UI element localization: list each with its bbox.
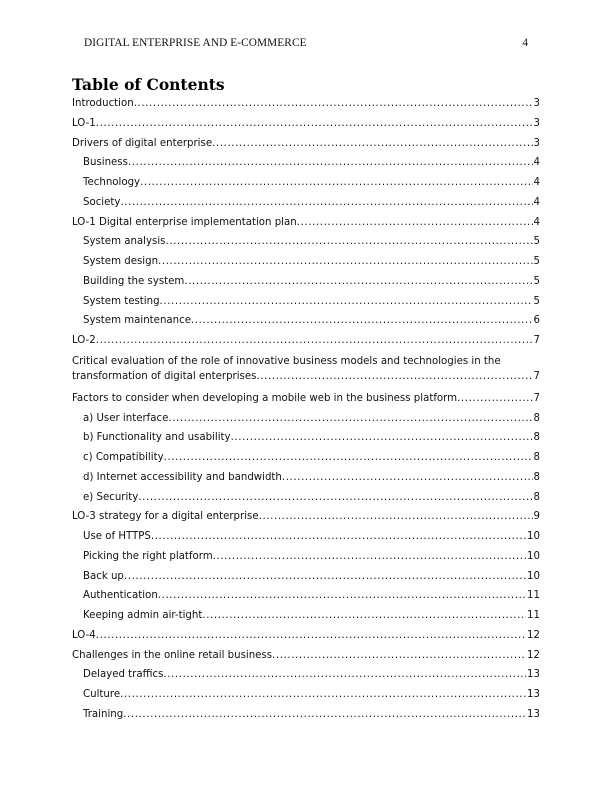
toc-entry-label: Keeping admin air-tight: [83, 610, 203, 621]
toc-entry-system-design[interactable]: [72, 252, 540, 272]
toc-entry-system-analysis[interactable]: [72, 232, 540, 252]
header-page-number: 4: [522, 37, 528, 49]
toc-entry-drivers[interactable]: [72, 134, 540, 154]
toc-entry-use-of-https[interactable]: [72, 527, 540, 547]
toc-entry-implementation-plan[interactable]: [72, 213, 540, 233]
dot-leader: [191, 311, 533, 331]
toc-entry-page: 8: [533, 471, 540, 483]
toc-entry-delayed-traffics[interactable]: [72, 665, 540, 685]
toc-entry-page: 4: [533, 157, 540, 169]
dot-leader: [151, 527, 526, 547]
toc-entry-label: Society: [83, 196, 121, 208]
toc-entry-label: Technology: [83, 177, 141, 188]
toc-entry-functionality-usability[interactable]: [72, 428, 540, 448]
dot-leader: [231, 428, 533, 448]
toc-entry-label: LO-1: [72, 117, 96, 129]
toc-entry-page: 4: [533, 177, 540, 188]
toc-entry-technology[interactable]: [72, 173, 540, 193]
toc-entry-label: Challenges in the online retail business: [72, 649, 273, 661]
dot-leader: [120, 685, 526, 705]
toc-entry-society[interactable]: [72, 193, 540, 213]
toc-entry-page: 5: [533, 256, 540, 267]
toc-entry-training[interactable]: [72, 705, 540, 725]
toc-entry-page: 4: [533, 216, 540, 228]
dot-leader: [140, 173, 532, 193]
toc-entry-page: 13: [527, 669, 540, 681]
toc-entry-label: LO-4: [72, 629, 96, 641]
toc-entry-compatibility[interactable]: [72, 448, 540, 468]
toc-entry-lo-4[interactable]: [72, 626, 540, 646]
toc-entry-building-the-system[interactable]: [72, 272, 540, 292]
toc-entry-page: 5: [533, 236, 540, 248]
toc-entry-picking-platform[interactable]: [72, 547, 540, 567]
toc-entry-label: Business: [83, 157, 128, 169]
toc-entry-page: 13: [527, 708, 540, 720]
toc-entry-lo-1[interactable]: [72, 114, 540, 134]
dot-leader: [96, 331, 533, 351]
toc-entry-back-up[interactable]: [72, 567, 540, 587]
dot-leader: [213, 547, 526, 567]
toc-entry-label: Training: [83, 708, 124, 720]
dot-leader: [138, 488, 532, 508]
toc-entry-page: 13: [527, 689, 540, 700]
toc-entry-label-line1: Critical evaluation of the role of innovative business models and technologies in the: [72, 355, 501, 367]
toc-entry-online-retail-challenges[interactable]: [72, 646, 540, 666]
toc-entry-label: System testing: [83, 295, 160, 307]
toc-entry-label: Factors to consider when developing a mobile web in the business platform: [72, 392, 458, 404]
dot-leader: [158, 586, 526, 606]
running-header: [84, 37, 528, 51]
dot-leader: [256, 369, 532, 385]
toc-entry-admin-air-tight[interactable]: [72, 606, 540, 626]
toc-entry-lo-3-strategy[interactable]: [72, 507, 540, 527]
toc-entry-page: 12: [527, 629, 540, 641]
toc-entry-page: 10: [527, 570, 540, 582]
toc-entry-page: 6: [533, 315, 540, 327]
toc-entry-page: 9: [533, 511, 540, 523]
toc-entry-label: System design: [83, 256, 159, 267]
toc-entry-page: 8: [533, 412, 540, 424]
toc-entry-page: 11: [527, 610, 540, 621]
toc-entry-label: Drivers of digital enterprise: [72, 137, 213, 149]
dot-leader: [123, 705, 526, 725]
toc-entry-factors-mobile-web[interactable]: [72, 389, 540, 409]
dot-leader: [282, 468, 533, 488]
toc-entry-label: Authentication: [83, 590, 158, 602]
toc-entry-system-testing[interactable]: [72, 292, 540, 312]
toc-entry-page: 8: [533, 452, 540, 463]
toc-entry-page: 3: [533, 117, 540, 129]
toc-entry-label: c) Compatibility: [83, 452, 164, 463]
toc-entry-lo-2[interactable]: [72, 331, 540, 351]
toc-entry-internet-accessibility[interactable]: [72, 468, 540, 488]
toc-entry-page: 4: [533, 196, 540, 208]
dot-leader: [96, 114, 533, 134]
header-title: DIGITAL ENTERPRISE AND E-COMMERCE: [84, 37, 307, 49]
toc-entry-page: 5: [533, 295, 540, 307]
dot-leader: [164, 448, 533, 468]
toc-entry-label: a) User interface: [83, 412, 169, 424]
dot-leader: [163, 665, 526, 685]
dot-leader: [165, 232, 532, 252]
toc-entry-page: 8: [533, 491, 540, 503]
toc-entry-label: Picking the right platform: [83, 550, 213, 562]
toc-entry-label: Use of HTTPS: [83, 531, 151, 542]
toc-heading: Table of Contents: [72, 75, 225, 94]
dot-leader: [120, 193, 532, 213]
toc-entry-page: 12: [527, 649, 540, 661]
toc-entry-system-maintenance[interactable]: [72, 311, 540, 331]
dot-leader: [128, 153, 533, 173]
toc-entry-page: 3: [533, 137, 540, 149]
toc-entry-page: 7: [533, 371, 540, 383]
toc-entry-label: e) Security: [83, 491, 139, 503]
dot-leader: [168, 409, 532, 429]
dot-leader: [160, 292, 533, 312]
toc-entry-label: System maintenance: [83, 315, 191, 327]
toc-entry-label: d) Internet accessibility and bandwidth: [83, 471, 282, 483]
toc-entry-label: Culture: [83, 689, 121, 700]
toc-entry-label: LO-1 Digital enterprise implementation plan: [72, 216, 297, 228]
toc-entry-label: LO-3 strategy for a digital enterprise: [72, 511, 259, 523]
toc-entry-page: 7: [533, 392, 540, 404]
toc-entry-label: Introduction: [72, 98, 134, 109]
toc-entry-business[interactable]: [72, 153, 540, 173]
toc-entry-label: Delayed traffics: [83, 669, 164, 681]
dot-leader: [124, 567, 526, 587]
toc-entry-page: 3: [533, 98, 540, 109]
dot-leader: [96, 626, 526, 646]
toc-entry-culture[interactable]: [72, 685, 540, 705]
dot-leader: [212, 134, 532, 154]
toc-entry-label: Building the system: [83, 275, 185, 287]
toc-entry-security[interactable]: [72, 488, 540, 508]
dot-leader: [297, 213, 533, 233]
toc-entry-introduction[interactable]: [72, 94, 540, 114]
toc-entry-page: 8: [533, 432, 540, 444]
toc-entry-label: System analysis: [83, 236, 166, 248]
toc-entry-page: 7: [533, 335, 540, 346]
dot-leader: [272, 646, 526, 666]
table-of-contents: [72, 94, 540, 725]
dot-leader: [184, 272, 532, 292]
toc-entry-page: 10: [527, 531, 540, 542]
dot-leader: [457, 389, 532, 409]
toc-entry-user-interface[interactable]: [72, 409, 540, 429]
dot-leader: [202, 606, 526, 626]
dot-leader: [259, 507, 533, 527]
toc-entry-page: 5: [533, 275, 540, 287]
toc-entry-page: 11: [527, 590, 540, 602]
toc-entry-label-line2: transformation of digital enterprises: [72, 371, 257, 383]
toc-entry-critical-evaluation[interactable]: [72, 351, 540, 389]
toc-entry-page: 10: [527, 550, 540, 562]
dot-leader: [134, 94, 533, 114]
toc-entry-label: LO-2: [72, 335, 96, 346]
dot-leader: [158, 252, 532, 272]
toc-entry-authentication[interactable]: [72, 586, 540, 606]
toc-entry-label: b) Functionality and usability: [83, 432, 231, 444]
toc-entry-label: Back up: [83, 570, 124, 582]
